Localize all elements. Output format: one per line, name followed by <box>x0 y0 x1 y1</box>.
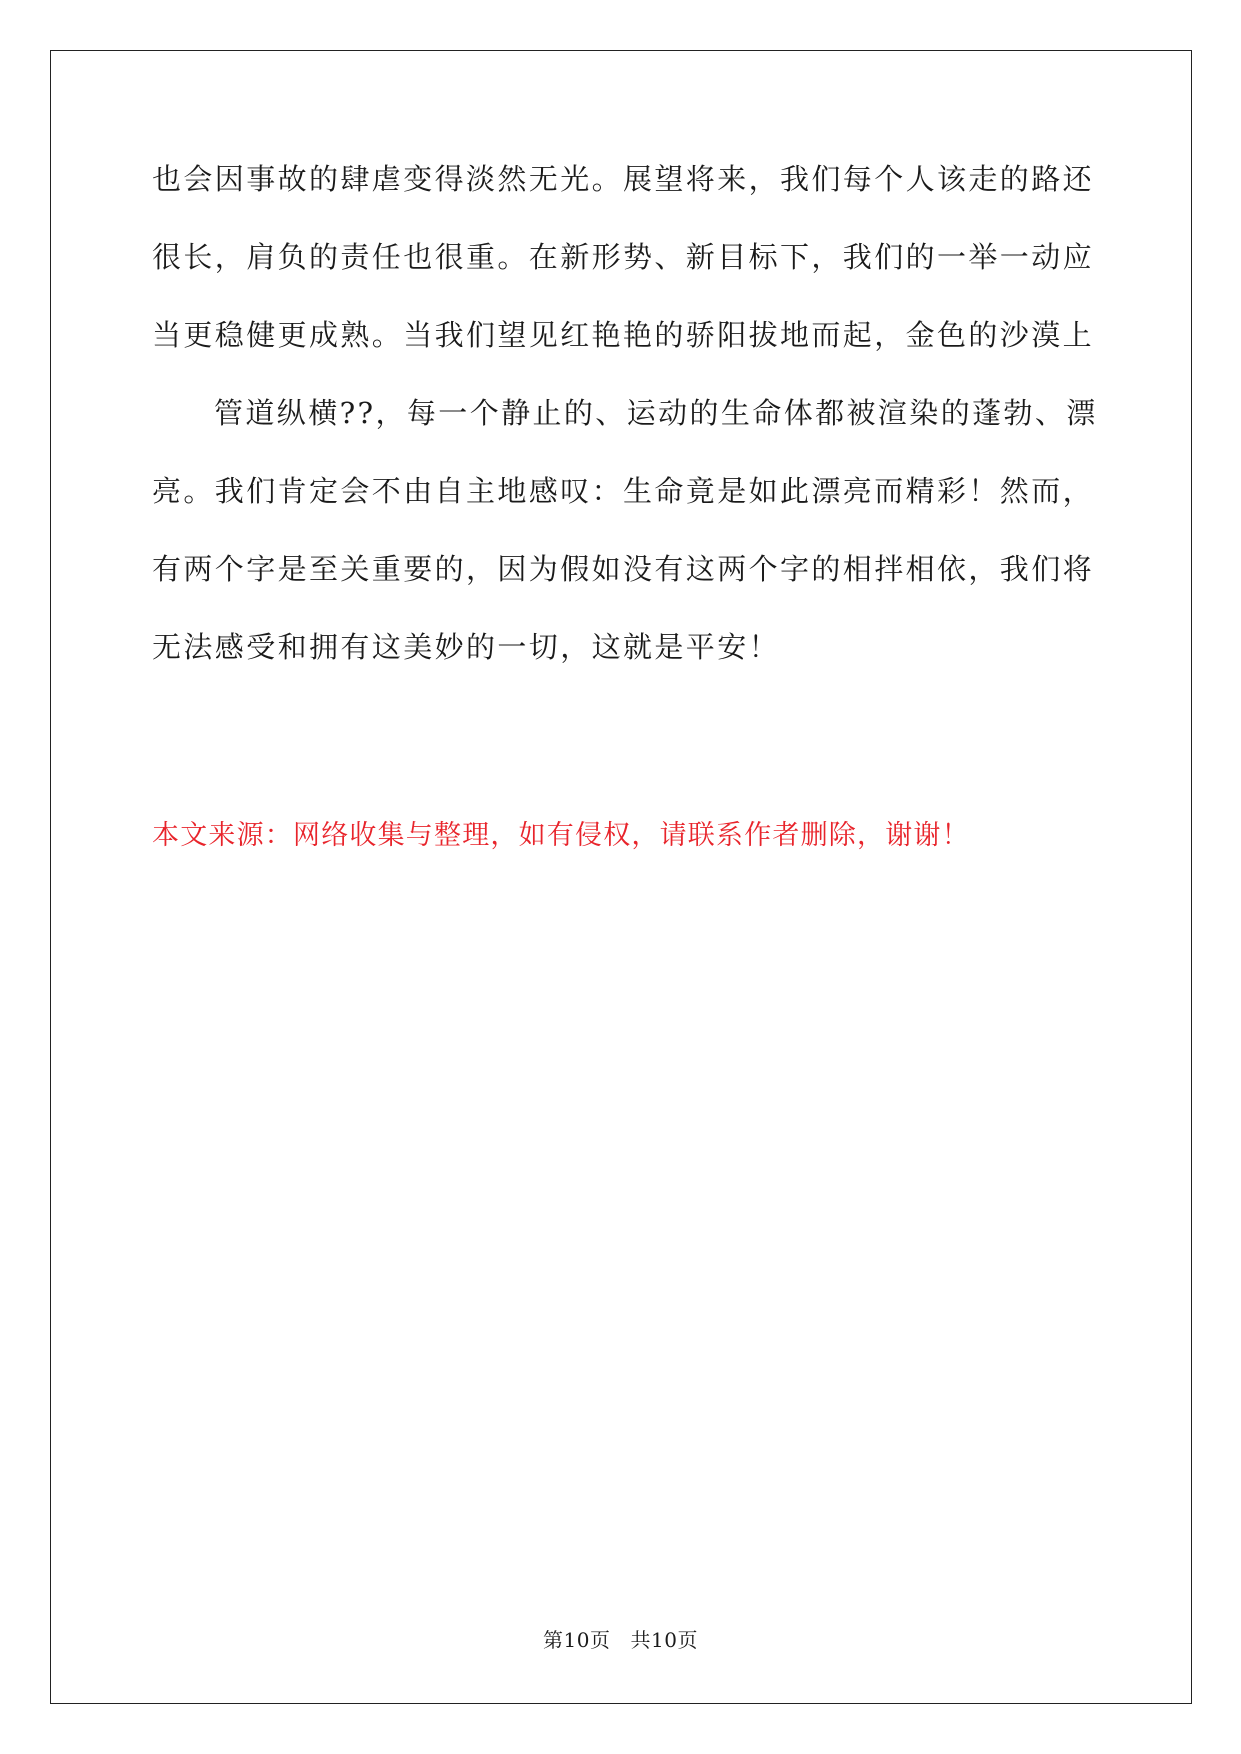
body-paragraph <box>152 160 1098 706</box>
page-number-footer <box>0 1628 1241 1652</box>
paragraph-line: 亮。我们肯定会不由自主地感叹：生命竟是如此漂亮而精彩！然而， <box>152 474 1095 508</box>
paragraph-line: 有两个字是至关重要的，因为假如没有这两个字的相拌相依，我们将 <box>152 552 1095 586</box>
source-disclaimer: 本文来源：网络收集与整理，如有侵权，请联系作者删除，谢谢！ <box>152 820 970 851</box>
paragraph-line: 当更稳健更成熟。当我们望见红艳艳的骄阳拔地而起，金色的沙漠上 <box>152 318 1095 352</box>
paragraph-line: 管道纵横??，每一个静止的、运动的生命体都被渲染的蓬勃、漂 <box>214 396 1098 430</box>
paragraph-line: 也会因事故的肆虐变得淡然无光。展望将来，我们每个人该走的路还 <box>152 162 1095 196</box>
paragraph-line: 很长，肩负的责任也很重。在新形势、新目标下，我们的一举一动应 <box>152 240 1095 274</box>
total-pages-label: 共10页 <box>630 1628 698 1652</box>
current-page-label: 第10页 <box>543 1628 611 1652</box>
paragraph-line: 无法感受和拥有这美妙的一切，这就是平安！ <box>152 630 781 664</box>
